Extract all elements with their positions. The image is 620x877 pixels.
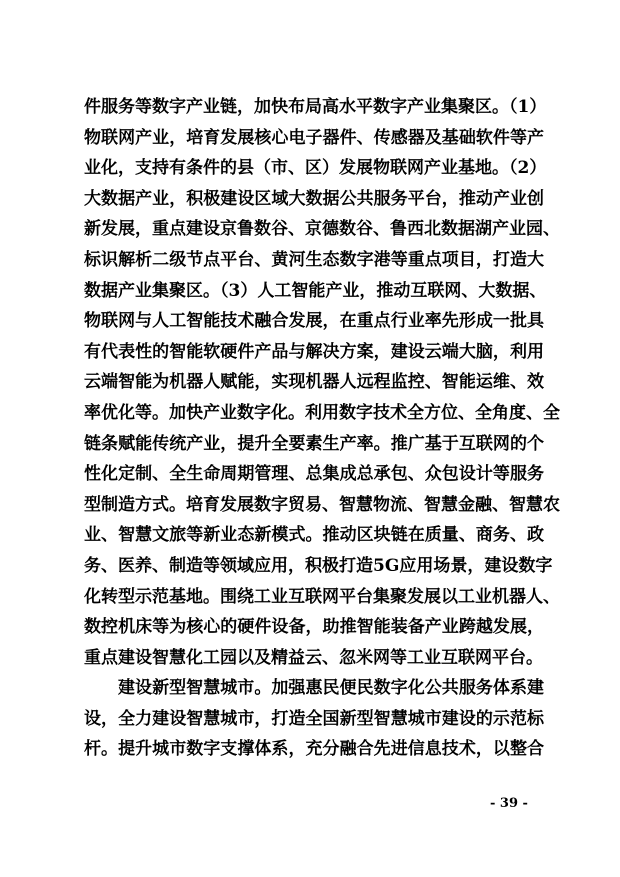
text-line: 率优化等。加快产业数字化。利用数字技术全方位、全角度、全	[84, 402, 560, 423]
text-line: 型制造方式。培育发展数字贸易、智慧物流、智慧金融、智慧农	[84, 494, 560, 515]
text-line: 物联网产业，培育发展核心电子器件、传感器及基础软件等产	[84, 127, 544, 148]
text-line: 业、智慧文旅等新业态新模式。推动区块链在质量、商务、政	[84, 525, 544, 546]
text-line: 物联网与人工智能技术融合发展，在重点行业率先形成一批具	[84, 311, 544, 332]
text-line: 云端智能为机器人赋能，实现机器人远程监控、智能运维、效	[84, 372, 544, 393]
body-text	[84, 92, 560, 765]
text-line: 杆。提升城市数字支撑体系，充分融合先进信息技术，以整合	[84, 739, 544, 760]
page-number: - 39 -	[490, 796, 528, 811]
text-line: 性化定制、全生命周期管理、总集成总承包、众包设计等服务	[84, 464, 544, 485]
text-line: 有代表性的智能软硬件产品与解决方案，建设云端大脑，利用	[84, 341, 544, 362]
text-line: 数控机床等为核心的硬件设备，助推智能装备产业跨越发展，	[84, 617, 544, 638]
text-line: 件服务等数字产业链，加快布局高水平数字产业集聚区。（1）	[84, 97, 547, 117]
text-line: 建设新型智慧城市。加强惠民便民数字化公共服务体系建	[118, 678, 544, 699]
text-line: 链条赋能传统产业，提升全要素生产率。推广基于互联网的个	[84, 433, 544, 454]
text-line: 务、医养、制造等领域应用，积极打造5G应用场景，建设数字	[84, 555, 553, 576]
text-line: 大数据产业，积极建设区域大数据公共服务平台，推动产业创	[84, 188, 544, 209]
text-line: 数据产业集聚区。（3）人工智能产业，推动互联网、大数据、	[84, 280, 547, 301]
text-line: 标识解析二级节点平台、黄河生态数字港等重点项目，打造大	[84, 249, 544, 270]
text-line: 重点建设智慧化工园以及精益云、忽米网等工业互联网平台。	[84, 647, 543, 668]
text-line: 新发展，重点建设京鲁数谷、京德数谷、鲁西北数据湖产业园、	[84, 219, 560, 240]
text-line: 化转型示范基地。围绕工业互联网平台集聚发展以工业机器人、	[84, 586, 560, 607]
text-line: 业化，支持有条件的县（市、区）发展物联网产业基地。（2）	[84, 158, 547, 179]
text-line: 设，全力建设智慧城市，打造全国新型智慧城市建设的示范标	[84, 708, 544, 729]
